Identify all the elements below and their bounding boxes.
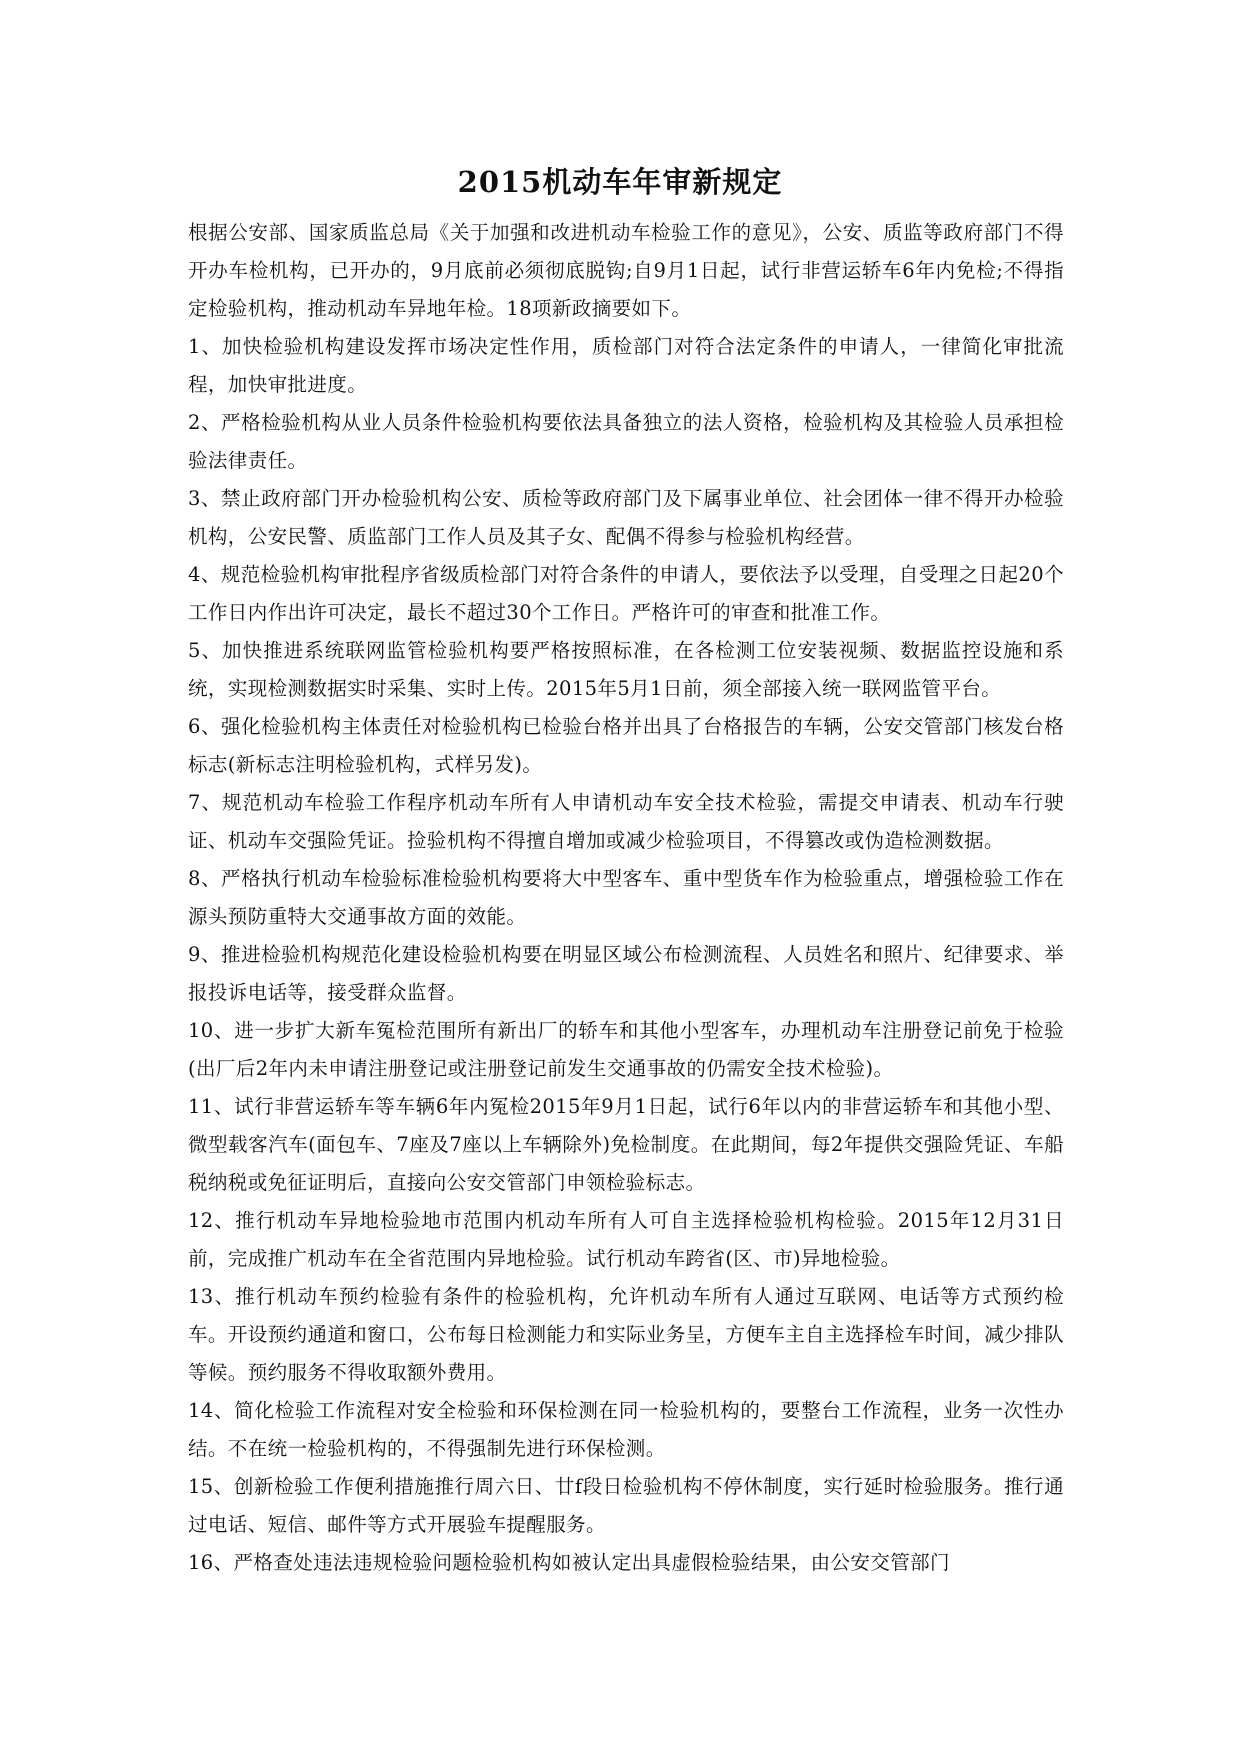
- document-body: [188, 214, 1064, 1582]
- item-8: 8、严格执行机动车检验标准检验机构要将大中型客车、重中型货车作为检验重点，增强检验工作在源头预防重特大交通事故方面的效能。: [188, 867, 1064, 928]
- document-title: 2015机动车年审新规定: [457, 165, 783, 199]
- item-14: 14、简化检验工作流程对安全检验和环保检测在同一检验机构的，要整台工作流程，业务一次性办结。不在统一检验机构的，不得强制先进行环保检测。: [188, 1399, 1064, 1460]
- item-6: 6、强化检验机构主体责任对检验机构已检验台格并出具了台格报告的车辆，公安交管部门核发台格标志(新标志注明检验机构，式样另发)。: [188, 715, 1064, 776]
- item-5: 5、加快推进系统联网监管检验机构要严格按照标准，在各检测工位安装视频、数据监控设施和系统，实现检测数据实时采集、实时上传。2015年5月1日前，须全部接入统一联网监管平台。: [188, 639, 1064, 700]
- item-3: 3、禁止政府部门开办检验机构公安、质检等政府部门及下属事业单位、社会团体一律不得开办检验机构，公安民警、质监部门工作人员及其子女、配偶不得参与检验机构经营。: [188, 487, 1064, 548]
- item-13: 13、推行机动车预约检验有条件的检验机构，允许机动车所有人通过互联网、电话等方式预约检车。开设预约通道和窗口，公布每日检测能力和实际业务呈，方便车主自主选择检车时间，减少排队等候。预约服务不得收取额外费用。: [188, 1285, 1064, 1384]
- item-10: 10、进一步扩大新车冤检范围所有新出厂的轿车和其他小型客车，办理机动车注册登记前免于检验(出厂后2年内未申请注册登记或注册登记前发生交通事故的仍需安全技术检验)。: [188, 1019, 1064, 1080]
- item-16: 16、严格查处违法违规检验问题检验机构如被认定出具虚假检验结果，由公安交管部门: [188, 1551, 950, 1574]
- item-7: 7、规范机动车检验工作程序机动车所有人申请机动车安全技术检验，需提交申请表、机动车行驶证、机动车交强险凭证。捡验机构不得擅自增加或减少检验项目，不得篡改或伪造检测数据。: [188, 791, 1064, 852]
- intro-paragraph: 根据公安部、国家质监总局《关于加强和改进机动车检验工作的意见》，公安、质监等政府部门不得开办车检机构，已开办的，9月底前必须彻底脱钩;自9月1日起，试行非营运轿车6年内免检;不得指定检验机构，推动机动车异地年检。18项新政摘要如下。: [188, 221, 1064, 320]
- item-1: 1、加快检验机构建设发挥市场决定性作用，质检部门对符合法定条件的申请人，一律简化审批流程，加快审批进度。: [188, 335, 1064, 396]
- item-11: 11、试行非营运轿车等车辆6年内冤检2015年9月1日起，试行6年以内的非营运轿车和其他小型、微型载客汽车(面包车、7座及7座以上车辆除外)免检制度。在此期间，每2年提供交强险凭证、车船税纳税或免征证明后，直接向公安交管部门申领检验标志。: [188, 1095, 1064, 1194]
- item-4: 4、规范检验机构审批程序省级质检部门对符合条件的申请人，要依法予以受理，自受理之日起20个工作日内作出许可决定，最长不超过30个工作日。严格许可的审查和批准工作。: [188, 563, 1064, 624]
- item-12: 12、推行机动车异地检验地市范围内机动车所有人可自主选择检验机构检验。2015年12月31日前，完成推广机动车在全省范围内异地检验。试行机动车跨省(区、市)异地检验。: [188, 1209, 1064, 1270]
- item-9: 9、推进检验机构规范化建设检验机构要在明显区域公布检测流程、人员姓名和照片、纪律要求、举报投诉电话等，接受群众监督。: [188, 943, 1064, 1004]
- item-2: 2、严格检验机构从业人员条件检验机构要依法具备独立的法人资格，检验机构及其检验人员承担检验法律责任。: [188, 411, 1064, 472]
- item-15: 15、创新检验工作便利措施推行周六日、廿f段日检验机构不停休制度，实行延时检验服务。推行通过电话、短信、邮件等方式开展验车提醒服务。: [188, 1475, 1064, 1536]
